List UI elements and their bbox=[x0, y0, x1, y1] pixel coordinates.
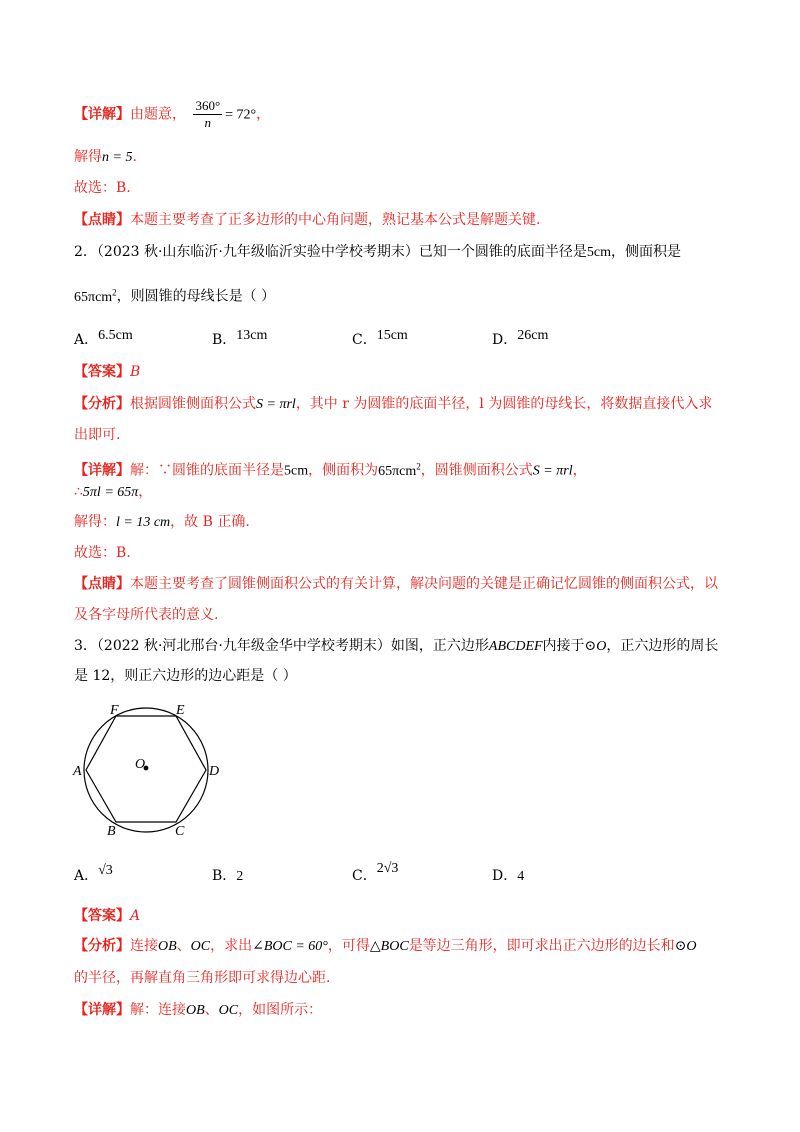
detail-math bbox=[378, 461, 421, 479]
solve-math: l = 13 cm bbox=[116, 515, 171, 530]
option-letter: C． bbox=[352, 332, 377, 348]
analysis-math: △BOC bbox=[369, 939, 409, 954]
detail-math: OB bbox=[186, 1003, 205, 1018]
fraction-result: = 72° bbox=[225, 107, 257, 123]
q2-detail-line-1 bbox=[74, 456, 587, 482]
detail-text: 解：∵圆锥的底面半径是 bbox=[130, 462, 284, 479]
q2-stem-tail: ，侧面积是 bbox=[611, 244, 681, 260]
analysis-math: OC bbox=[190, 939, 211, 954]
q3-stem-line-1 bbox=[74, 636, 718, 657]
option-value: 13cm bbox=[236, 328, 268, 343]
q2-option-c[interactable] bbox=[352, 330, 408, 351]
q2-answer-line bbox=[74, 362, 140, 382]
fraction bbox=[193, 98, 222, 131]
option-value: 2√3 bbox=[376, 861, 399, 876]
q2-choice-line: 故选：B. bbox=[74, 545, 131, 561]
q3-analysis-line-1 bbox=[74, 936, 697, 957]
q2-stem-line-1 bbox=[74, 242, 681, 263]
punct: ， bbox=[138, 484, 153, 500]
label-b: B bbox=[107, 824, 116, 839]
detail-text: ，圆锥侧面积公式 bbox=[420, 462, 533, 479]
q3-stem-line-2: 是 12，则正六边形的边心距是（ ） bbox=[74, 668, 297, 684]
q3-stem-text: 3．（2022 秋·河北邢台·九年级金华中学校考期末）如图，正六边形 bbox=[74, 638, 489, 654]
label-f: F bbox=[110, 703, 119, 718]
analysis-text: 是等边三角形，即可求出正六边形的边长和 bbox=[408, 938, 675, 954]
q3-option-c[interactable] bbox=[352, 861, 399, 887]
analysis-text: 连接 bbox=[130, 938, 158, 954]
solve-prefix: 解得 bbox=[74, 149, 102, 165]
option-letter: D． bbox=[492, 868, 518, 884]
option-value: 2 bbox=[236, 869, 244, 884]
q3-analysis-line-2: 的半径，再解直角三角形即可求得边心距. bbox=[74, 970, 331, 986]
q2-analysis-line-2: 出即可. bbox=[74, 427, 121, 443]
option-value: 26cm bbox=[517, 328, 549, 343]
tip-line-1 bbox=[74, 210, 540, 230]
analysis-text: 、 bbox=[176, 938, 191, 954]
detail-math-sup: 2 bbox=[416, 461, 421, 471]
option-value: 15cm bbox=[376, 328, 408, 343]
option-value: √3 bbox=[98, 863, 113, 878]
analysis-math: ⊙O bbox=[674, 939, 697, 954]
q2-option-b[interactable] bbox=[212, 330, 267, 351]
q2-analysis-line-1 bbox=[74, 394, 712, 415]
q3-stem-text: 内接于 bbox=[542, 638, 585, 654]
tip-tag: 【点睛】 bbox=[74, 212, 130, 228]
solve-tail: ，故 B 正确. bbox=[170, 514, 250, 530]
option-letter: A． bbox=[74, 868, 99, 884]
q2-tip-line-2: 及各字母所代表的意义. bbox=[74, 607, 219, 623]
hexagon-figure bbox=[60, 698, 240, 840]
punct: ， bbox=[572, 462, 587, 479]
q2-option-d[interactable] bbox=[492, 330, 548, 351]
analysis-tag: 【分析】 bbox=[74, 938, 130, 954]
q3-hexagon-name: ABCDEF bbox=[488, 639, 543, 654]
option-letter: D． bbox=[492, 332, 518, 348]
solve-line-1 bbox=[74, 147, 137, 168]
answer-value: A bbox=[130, 908, 141, 924]
q2-stem-question: ，则圆锥的母线长是（ ） bbox=[116, 288, 276, 305]
q2-area-value: 65πcm bbox=[74, 289, 113, 305]
analysis-formula: S = πrl bbox=[256, 397, 296, 412]
analysis-text: ，其中 r 为圆锥的底面半径，l 为圆锥的母线长，将数据直接代入求 bbox=[295, 396, 713, 412]
label-e: E bbox=[176, 703, 185, 718]
choice-line-1: 故选：B. bbox=[74, 180, 131, 196]
punct: . bbox=[132, 149, 137, 165]
fraction-denominator: n bbox=[204, 115, 212, 130]
analysis-text: 根据圆锥侧面积公式 bbox=[130, 396, 256, 412]
q2-therefore-line bbox=[74, 482, 152, 503]
detail-text: 由题意， bbox=[130, 106, 186, 123]
detail-math-value: 65πcm bbox=[378, 463, 417, 479]
option-value: 6.5cm bbox=[98, 328, 133, 343]
q2-area bbox=[74, 287, 117, 305]
detail-tag: 【详解】 bbox=[74, 462, 130, 479]
q3-option-a[interactable] bbox=[74, 863, 113, 887]
q3-option-d[interactable] bbox=[492, 866, 524, 887]
analysis-text: ，可得 bbox=[327, 938, 370, 954]
solve-math: n = 5 bbox=[102, 150, 133, 165]
detail-math: 5cm bbox=[284, 463, 309, 479]
tip-tag: 【点睛】 bbox=[74, 576, 130, 592]
option-value: 4 bbox=[517, 869, 525, 884]
answer-tag: 【答案】 bbox=[74, 364, 130, 380]
q3-option-b[interactable] bbox=[212, 866, 243, 887]
detail-text: 解：连接 bbox=[130, 1002, 186, 1018]
analysis-tag: 【分析】 bbox=[74, 396, 130, 412]
answer-tag: 【答案】 bbox=[74, 908, 130, 924]
tip-text: 本题主要考查了正多边形的中心角问题，熟记基本公式是解题关键. bbox=[130, 212, 541, 228]
q3-answer-line bbox=[74, 906, 140, 926]
detail-formula: S = πrl bbox=[532, 463, 573, 479]
equation: 5πl = 65π bbox=[82, 485, 139, 500]
option-letter: A． bbox=[74, 332, 99, 348]
q2-stem-text: 2．（2023 秋·山东临沂·九年级临沂实验中学校考期末）已知一个圆锥的底面半径是 bbox=[74, 244, 587, 260]
punct: ， bbox=[256, 106, 271, 123]
q2-tip-line-1 bbox=[74, 574, 718, 594]
detail-text: ，如图所示： bbox=[238, 1002, 323, 1018]
detail-tag: 【详解】 bbox=[74, 1002, 130, 1018]
q2-area-sup: 2 bbox=[112, 287, 117, 297]
analysis-math: ∠BOC = 60° bbox=[252, 939, 328, 954]
label-c: C bbox=[175, 824, 185, 839]
q3-stem-text: ，正六边形的周长 bbox=[606, 638, 719, 654]
answer-value: B bbox=[130, 364, 141, 380]
q3-detail-line-1 bbox=[74, 1000, 322, 1021]
q2-stem-line-2 bbox=[74, 282, 275, 308]
fraction-numerator: 360° bbox=[195, 98, 221, 113]
q2-radius: 5cm bbox=[586, 245, 611, 260]
label-d: D bbox=[209, 764, 220, 779]
detail-math: OC bbox=[218, 1003, 239, 1018]
detail-text: ，侧面积为 bbox=[308, 462, 379, 479]
analysis-text: ，求出 bbox=[210, 938, 253, 954]
q2-option-a[interactable] bbox=[74, 330, 133, 351]
detail-line-1 bbox=[74, 98, 270, 131]
q3-circle-name: ⊙O bbox=[584, 639, 607, 654]
detail-tag: 【详解】 bbox=[74, 106, 130, 123]
analysis-math: OB bbox=[158, 939, 177, 954]
option-letter: C． bbox=[352, 868, 377, 884]
detail-text: 、 bbox=[204, 1002, 219, 1018]
therefore-symbol: ∴ bbox=[74, 484, 83, 500]
tip-text: 本题主要考查了圆锥侧面积公式的有关计算，解决问题的关键是正确记忆圆锥的侧面积公式，以 bbox=[130, 576, 718, 592]
option-letter: B． bbox=[212, 332, 237, 348]
q2-solve-line bbox=[74, 512, 250, 533]
solve-prefix: 解得： bbox=[74, 514, 116, 530]
label-o: O bbox=[135, 757, 146, 772]
label-a: A bbox=[73, 764, 82, 779]
option-letter: B． bbox=[212, 868, 237, 884]
